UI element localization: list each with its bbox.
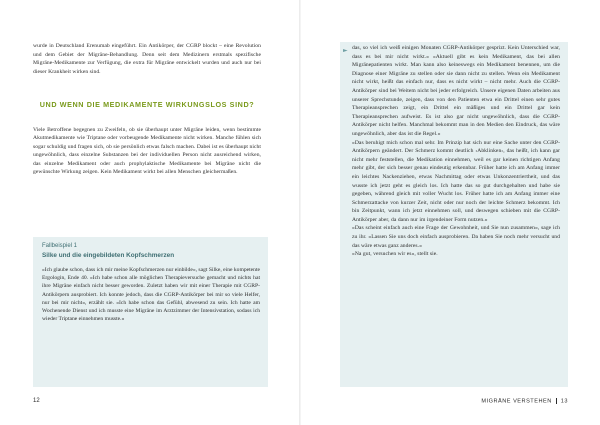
case-text: »Ich glaube schon, dass ich mir meine Kopfschmerzen nur einbilde«, sagt Silke, eine kompetente Ergologin, Ende 40. »Ich habe schon alle möglichen Therapieversuche gemacht und nichts hat ihre Migräne einfach nicht besser geworden. Zuletzt haben wir mit einer Therapie mit CGRP-Antikörpern ausprobiert. Ich konnte jedoch, dass die CGRP-Antikörper bei mir so viele Helfer, nur bei mir nicht«, erzählt sie. »Ich habe schon das Gefühl, abwesend zu sein. Ich hatte am Wochenende Dienst und ich musste eine Migräne im Arztzimmer der Intensivstation, sodass ich wieder Triptane einnehmen musste.« (42, 267, 260, 323)
case-study-continuation-box (340, 42, 568, 387)
left-text-column (33, 42, 261, 177)
case-title: Silke und die eingebildeten Kopfschmerzen (42, 252, 175, 259)
footer-title: MIGRÄNE VERSTEHEN (481, 398, 552, 405)
box-paragraph-3: »Das scheint einfach auch eine Frage der Gewohnheit, und Sie nun zusammen«, sage ich zu ihr. »Lassen Sie uns doch einfach ausprobieren. Da haben Sie noch mehr versucht und das wäre etwas ganz anderes.« (352, 225, 560, 249)
intro-paragraph: wurde in Deutschland Erenumab eingeführt. Ein Antikörper, der CGRP blockt – eine Revolution und dem Gebiet der Migräne-Behandlung. Denn seit dem Medizinern erstmals spezifische Migräne-Medikamente zur Verfügung, die extra für Migräne entwickelt wurden und auch nur bei dieser Krankheit wirken sind. (33, 43, 261, 75)
box-paragraph-2: »Das beruhigt mich schon mal sehr. Im Prinzip hat sich nur eine Sache unter den CGRP-Antikörpern geändert. Der Schmerz kommt deutlich ›Abklinken‹, das heißt, ich kann gar nicht mehr feststellen, die Medikation einnehmen, weil es gar keinen richtigen Anfang mehr gibt, der sich besser genau eindeutig erkennbar. Früher hatte ich am Anfang immer ein leichtes Nackenziehen, etwas Nachmittag oder etwas Unkonzentriertheit, und das wusste ich jetzt geht es gleich los. Ich hatte das so gut durchgehalten und habe sie gegeben, während gleich mit voller Wucht los. Früher hatte ich am Anfang immer eine Schmerzattacke von kurzer Zeit, nicht oder nur noch der leichte Schmerz bekommt. Ich bin Zeitpunkt, wann ich jetzt einnehmen soll, und deswegen schieben mit die CGRP-Antikörper aber, da dann nur im irgendeiner Form nutzen.« (352, 139, 560, 223)
running-footer (481, 398, 568, 404)
section-heading: UND WENN DIE MEDIKAMENTE WIRKUNGSLOS SIND? (39, 100, 255, 109)
body-paragraph: Viele Betroffene begegnen zu Zweifeln, ob sie überhaupt unter Migräne leiden, wenn bestimmte Akutmedikamente wie Triptane oder vorbeugende Medikamente nicht wirken. Manche fühlen sich sogar schuldig und fragen sich, ob sie persönlich etwas falsch machen. Dabei ist es überhaupt nicht ungewöhnlich, dass einzelne Substanzen bei der individuellen Person nicht ausreichend wirken, das einzelne Medikament oder auch prophylaktische Medikamente bei Migräne nicht die gewünschte Wirkung zeigen. Kein Medikament wirkt bei allen Menschen gleichermaßen. (33, 126, 261, 175)
page-number-right: 13 (560, 398, 568, 405)
page-number-left: 12 (33, 398, 40, 404)
case-study-box (33, 237, 268, 387)
continuation-arrow-icon: ► (343, 47, 348, 54)
case-label: Fallbeispiel 1 (42, 243, 78, 249)
box-paragraph-1: das, so viel ich weiß einigen Monaten CGRP-Antikörper gesprizt. Kein Unterschied war, dass es bei mir nicht wirkt.« »Aktuell gibt es kein Medikament, das bei allen Migränepatienten wirkt. Man kann also keineswegs ein Medikament benennen, um die Diagnose einer Migräne zu stellen oder sie dann nicht zu stellen. Wenn ein Medikament nicht wirkt, heißt das einfach nur, dass es nicht wirkt – nicht mehr. Auch die CGRP-Antikörper sind bei Weitem nicht bei jeder erfolgreich. Unsere eigenen Daten arbeiten aus unserer Sprechstunde, zeigen, dass von den Patienten etwa ein Drittel einen sehr gutes Therapieansprechen zeigt, ein Drittel ein mäßiges und ein Drittel gar kein Therapieansprechen aufweist. Es ist also gar nicht ungewöhnlich, dass die CGRP-Antikörper nicht helfen. Manchmal bekommt man in den Medien den Eindruck, das wäre ungewöhnlich, aber das ist die Regel.« (352, 45, 560, 137)
box-paragraph-4: »Na gut, versuchen wir es«, stellt sie. (352, 251, 438, 258)
footer-separator (556, 398, 557, 404)
